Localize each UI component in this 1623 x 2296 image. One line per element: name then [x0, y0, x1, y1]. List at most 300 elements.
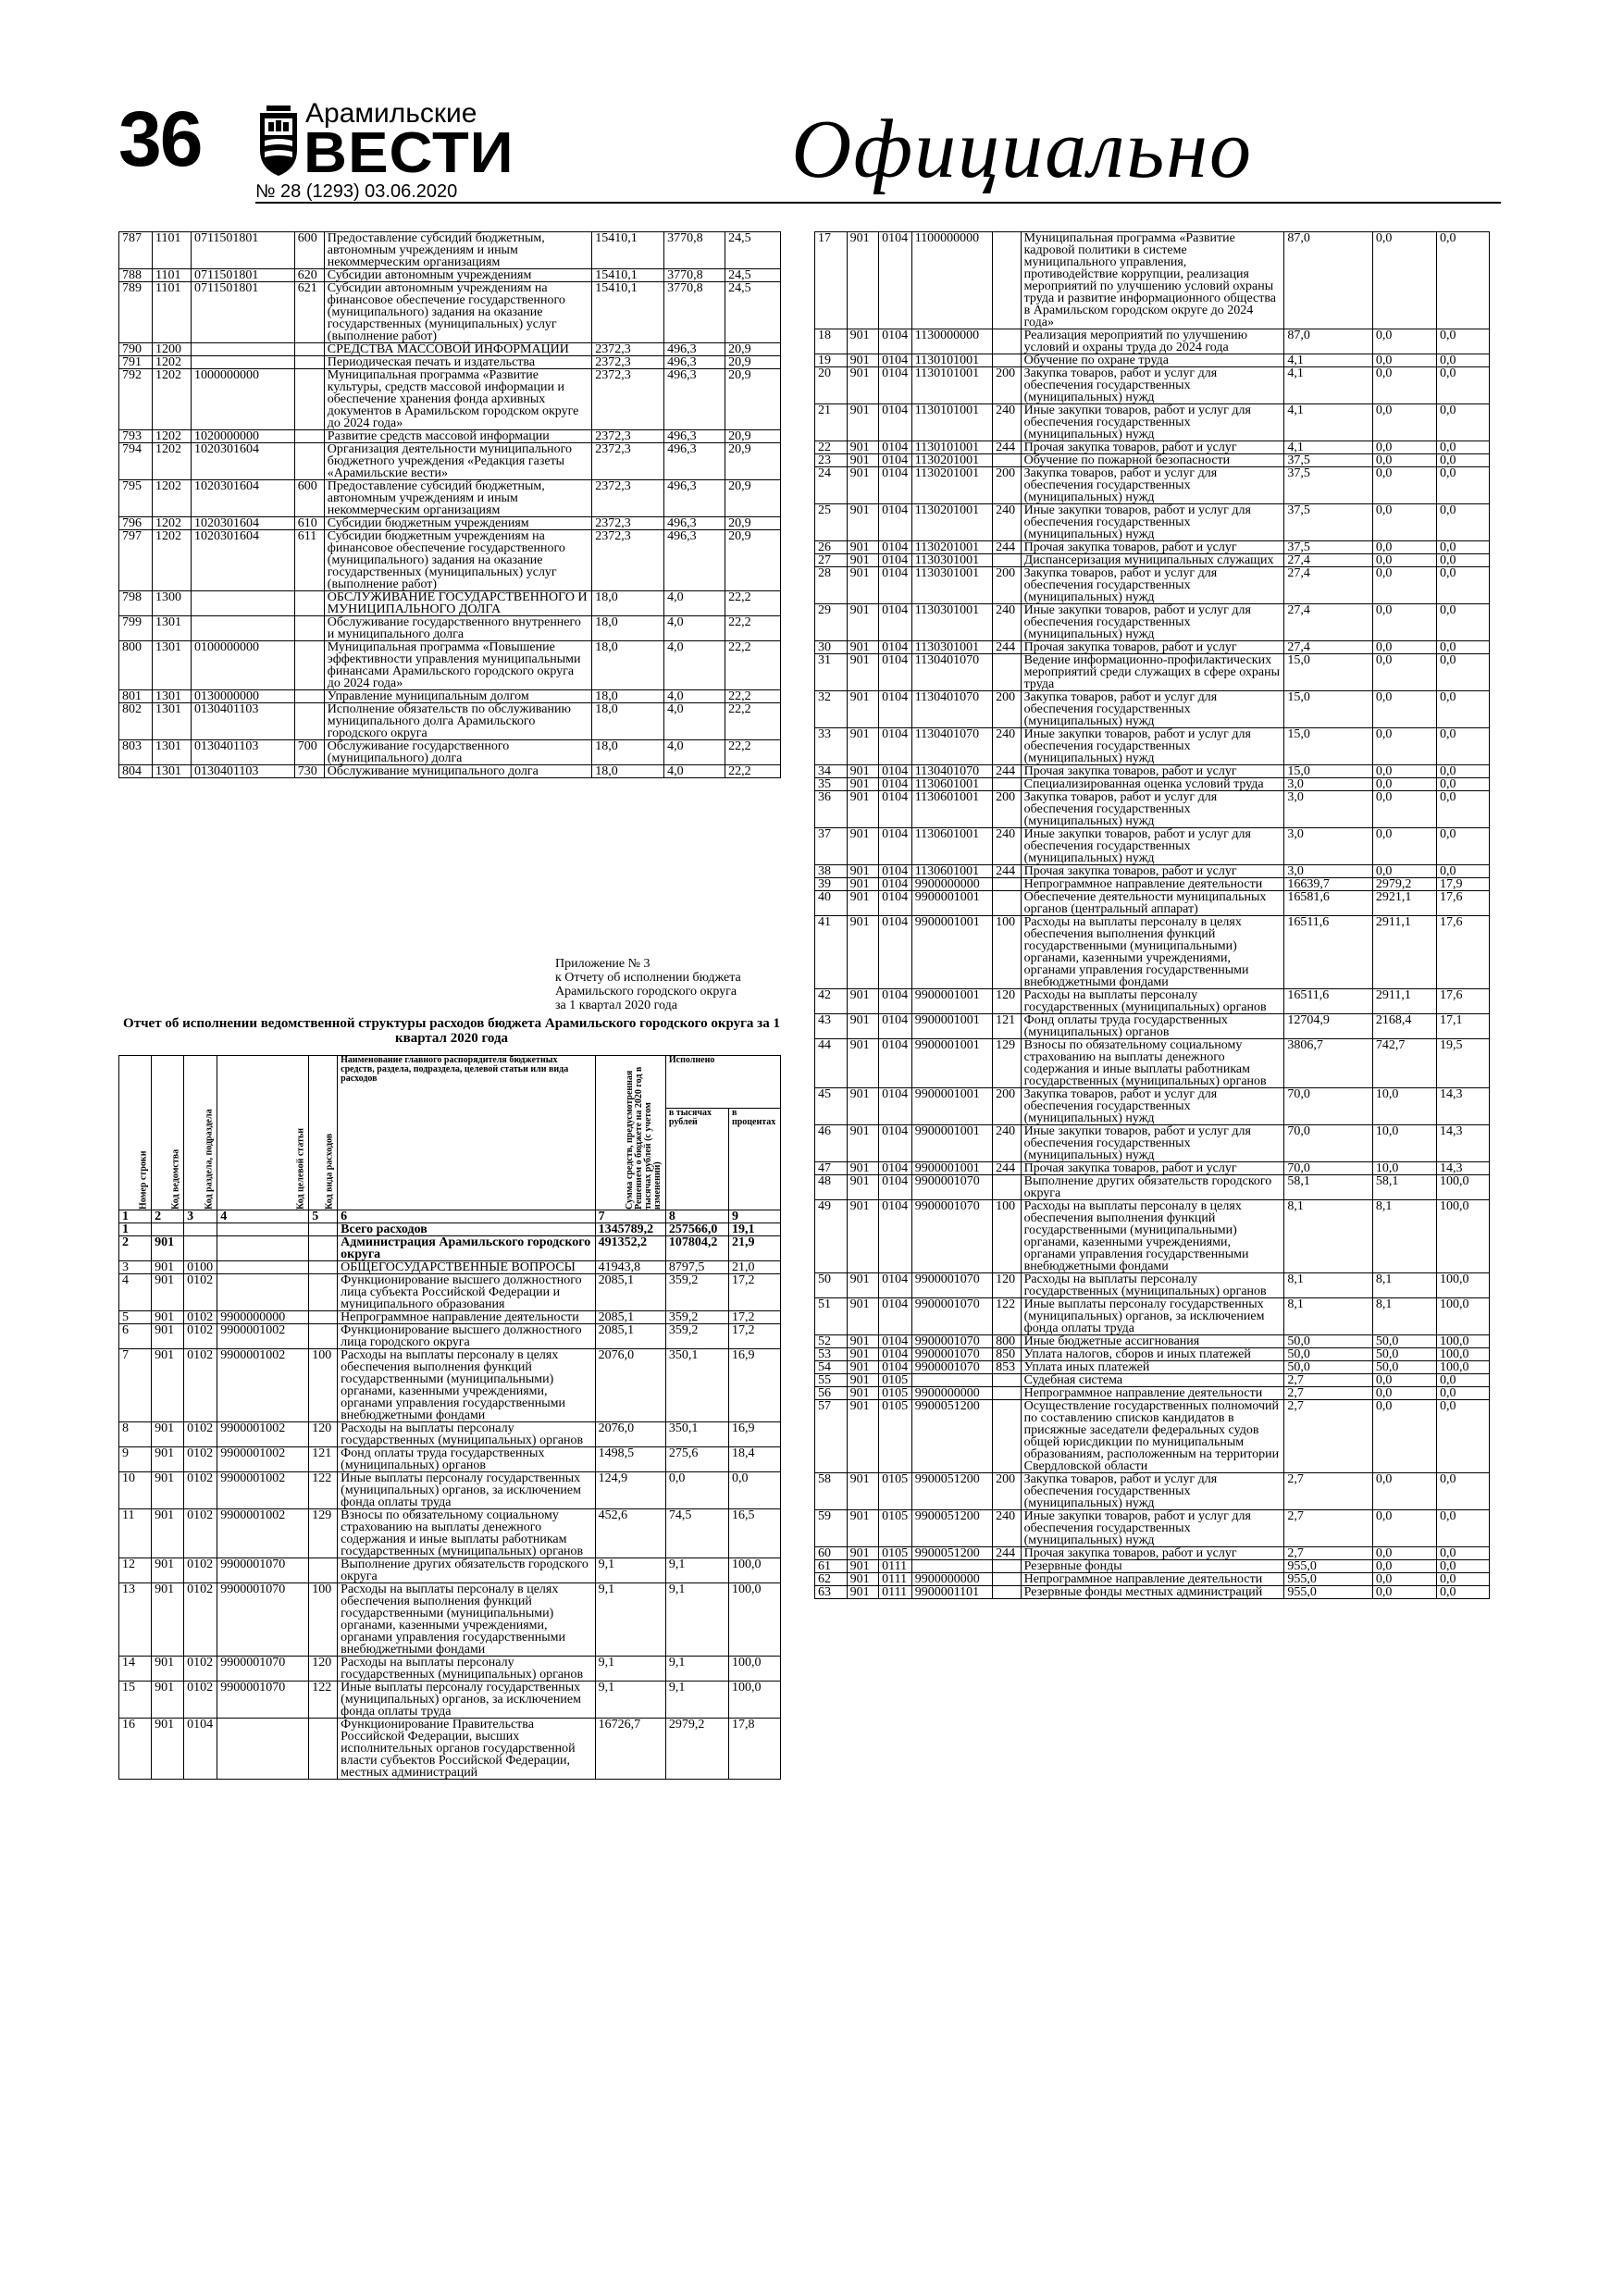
table-row: [119, 1719, 781, 1780]
table-cell: 901: [847, 916, 879, 989]
table-cell: 10: [119, 1472, 152, 1509]
table-cell: 244: [993, 441, 1022, 454]
table-row: [119, 1223, 781, 1236]
table-cell: 100: [993, 1200, 1022, 1273]
table-row: [815, 1573, 1490, 1586]
table-cell: 20,9: [725, 530, 781, 591]
table-cell: 1130101001: [911, 404, 992, 441]
table-cell: 100: [309, 1583, 338, 1657]
table-cell: 1301: [152, 740, 191, 765]
table-cell: 0,0: [1372, 778, 1436, 791]
table-cell: Иные закупки товаров, работ и услуг для обеспечения государственных (муниципальных) нужд: [1021, 1125, 1284, 1162]
table-cell: Обеспечение деятельности муниципальных органов (центральный аппарат): [1021, 891, 1284, 916]
table-cell: 1202: [152, 530, 191, 591]
table-cell: 120: [309, 1422, 338, 1447]
table-cell: Иные закупки товаров, работ и услуг для обеспечения государственных (муниципальных) нужд: [1021, 728, 1284, 765]
table-cell: Иные закупки товаров, работ и услуг для обеспечения государственных (муниципальных) нужд: [1021, 1510, 1284, 1547]
table-cell: 2,7: [1284, 1374, 1373, 1387]
table-cell: 9900001001: [911, 989, 992, 1014]
table-cell: 15,0: [1284, 765, 1373, 778]
table-cell: 9900001002: [217, 1472, 309, 1509]
column-header: Код ведомства: [152, 1056, 184, 1210]
table-cell: 1130401070: [911, 765, 992, 778]
table-cell: 17,1: [1437, 1014, 1490, 1039]
table-cell: 0102: [184, 1324, 217, 1349]
table-cell: 0,0: [1437, 1374, 1490, 1387]
table-cell: [309, 1719, 338, 1780]
table-cell: 1202: [152, 430, 191, 443]
table-cell: 22: [815, 441, 848, 454]
table-cell: 0104: [879, 1088, 912, 1125]
table-cell: Закупка товаров, работ и услуг для обеспечения государственных (муниципальных) нужд: [1021, 791, 1284, 828]
table-cell: 0,0: [1437, 791, 1490, 828]
table-cell: [309, 1324, 338, 1349]
table-cell: 901: [847, 1335, 879, 1348]
table-cell: 100,0: [1437, 1273, 1490, 1298]
table-cell: 9900001001: [911, 891, 992, 916]
table-cell: 1020000000: [191, 430, 294, 443]
table-cell: 9900001002: [217, 1447, 309, 1472]
table-cell: 850: [993, 1348, 1022, 1361]
table-row: [119, 616, 781, 641]
table-cell: 9900001070: [911, 1175, 992, 1200]
column-index: 6: [338, 1210, 595, 1223]
table-cell: [294, 430, 324, 443]
table-cell: Расходы на выплаты персоналу в целях обеспечения выполнения функций государственными (муниципальными) органами, казенными учреждениями, органами управления государственными внебюджетными фондами: [338, 1349, 595, 1422]
table-row: [815, 567, 1490, 604]
table-cell: 0,0: [1437, 367, 1490, 404]
table-cell: 107804,2: [665, 1236, 728, 1261]
table-cell: 122: [309, 1682, 338, 1719]
table-cell: 18,0: [592, 740, 664, 765]
table-cell: 901: [847, 541, 879, 554]
table-row: [815, 1586, 1490, 1599]
table-cell: 58: [815, 1473, 848, 1510]
table-cell: 0,0: [1437, 404, 1490, 441]
table-cell: Выполнение других обязательств городского округа: [1021, 1175, 1284, 1200]
table-cell: 700: [294, 740, 324, 765]
table-cell: 1130601001: [911, 865, 992, 878]
table-cell: 15410,1: [592, 269, 664, 282]
table-cell: 20,9: [725, 369, 781, 430]
table-cell: [309, 1311, 338, 1324]
table-cell: 16,5: [728, 1509, 780, 1558]
table-cell: 18,4: [728, 1447, 780, 1472]
table-cell: 901: [847, 1039, 879, 1088]
table-cell: 0,0: [1437, 1473, 1490, 1510]
table-cell: 496,3: [664, 517, 725, 530]
table-cell: 3806,7: [1284, 1039, 1373, 1088]
table-cell: 2,7: [1284, 1547, 1373, 1560]
table-row: [119, 232, 781, 269]
table-cell: 1130601001: [911, 791, 992, 828]
table-cell: 240: [993, 404, 1022, 441]
table-cell: 0102: [184, 1274, 217, 1311]
table-row: [815, 878, 1490, 891]
table-cell: 621: [294, 282, 324, 343]
table-cell: [217, 1236, 309, 1261]
table-cell: 2979,2: [1372, 878, 1436, 891]
table-row: [119, 765, 781, 778]
table-cell: 0104: [879, 828, 912, 865]
table-cell: 1130401070: [911, 654, 992, 691]
table-cell: 9900001002: [217, 1349, 309, 1422]
table-cell: [993, 654, 1022, 691]
table-cell: 100: [993, 916, 1022, 989]
table-cell: 100,0: [1437, 1335, 1490, 1348]
table-cell: 58,1: [1284, 1175, 1373, 1200]
table-cell: 0,0: [1372, 504, 1436, 541]
table-cell: 17,6: [1437, 916, 1490, 989]
table-cell: 3,0: [1284, 865, 1373, 878]
table-cell: [294, 443, 324, 480]
table-cell: 0104: [879, 541, 912, 554]
table-cell: 11: [119, 1509, 152, 1558]
table-cell: 28: [815, 567, 848, 604]
table-cell: [911, 1374, 992, 1387]
table-cell: Иные закупки товаров, работ и услуг для обеспечения государственных (муниципальных) нужд: [1021, 828, 1284, 865]
table-cell: 87,0: [1284, 232, 1373, 329]
table-cell: 1202: [152, 356, 191, 369]
table-cell: 9900001001: [911, 1162, 992, 1175]
table-cell: 901: [152, 1558, 184, 1583]
table-cell: Иные бюджетные ассигнования: [1021, 1335, 1284, 1348]
table-cell: 0,0: [1372, 828, 1436, 865]
table-cell: 121: [309, 1447, 338, 1472]
table-cell: 0,0: [1372, 1473, 1436, 1510]
table-cell: 20,9: [725, 343, 781, 356]
table-cell: 51: [815, 1298, 848, 1335]
table-cell: 0104: [879, 1298, 912, 1335]
table-row: [119, 1349, 781, 1422]
table-cell: Уплата налогов, сборов и иных платежей: [1021, 1348, 1284, 1361]
table-cell: [191, 343, 294, 356]
table-cell: 0104: [879, 404, 912, 441]
table-cell: 15,0: [1284, 691, 1373, 728]
table-cell: 35: [815, 778, 848, 791]
table-cell: 240: [993, 828, 1022, 865]
table-cell: 0111: [879, 1573, 912, 1586]
table-cell: 0104: [184, 1719, 217, 1780]
table-cell: 901: [847, 1348, 879, 1361]
table-cell: 1202: [152, 480, 191, 517]
table-cell: 0,0: [1437, 441, 1490, 454]
table-cell: 42: [815, 989, 848, 1014]
table-cell: 240: [993, 1125, 1022, 1162]
table-cell: 122: [993, 1298, 1022, 1335]
table-cell: 49: [815, 1200, 848, 1273]
table-cell: Предоставление субсидий бюджетным, автономным учреждениям и иным некоммерческим организациям: [324, 480, 591, 517]
table-continued-right: [814, 231, 1490, 1599]
table-cell: Организация деятельности муниципального бюджетного учреждения «Редакция газеты «Арамильские вести»: [324, 443, 591, 480]
table-cell: 901: [847, 1573, 879, 1586]
table-cell: 1130201001: [911, 454, 992, 467]
table-cell: 9900001070: [217, 1558, 309, 1583]
table-cell: 9900001070: [217, 1682, 309, 1719]
table-cell: [993, 1400, 1022, 1473]
table-cell: 0104: [879, 989, 912, 1014]
table-cell: 0104: [879, 765, 912, 778]
table-cell: 27,4: [1284, 567, 1373, 604]
table-row: [815, 1273, 1490, 1298]
table-cell: 0104: [879, 916, 912, 989]
table-row: [119, 269, 781, 282]
table-cell: 0,0: [1437, 329, 1490, 354]
table-cell: 43: [815, 1014, 848, 1039]
table-cell: 240: [993, 1510, 1022, 1547]
table-cell: 1130301001: [911, 554, 992, 567]
table-cell: 901: [847, 641, 879, 654]
table-cell: 803: [119, 740, 153, 765]
table-cell: 2372,3: [592, 430, 664, 443]
table-a-body: [119, 232, 781, 778]
table-cell: 9900001002: [217, 1422, 309, 1447]
table-cell: 788: [119, 269, 153, 282]
table-cell: 22,2: [725, 641, 781, 690]
table-cell: 359,2: [665, 1324, 728, 1349]
table-cell: 901: [847, 1387, 879, 1400]
table-cell: 0,0: [1437, 604, 1490, 641]
table-cell: 901: [847, 1162, 879, 1175]
table-cell: Непрограммное направление деятельности: [1021, 878, 1284, 891]
table-cell: 200: [993, 791, 1022, 828]
table-cell: 8,1: [1284, 1298, 1373, 1335]
table-cell: 15410,1: [592, 282, 664, 343]
table-cell: 27,4: [1284, 604, 1373, 641]
table-cell: 16511,6: [1284, 989, 1373, 1014]
column-header: Номер строки: [119, 1056, 152, 1210]
table-cell: 0,0: [1437, 1510, 1490, 1547]
table-row: [815, 891, 1490, 916]
table-cell: 1020301604: [191, 443, 294, 480]
table-row: [119, 591, 781, 616]
table-cell: 19: [815, 354, 848, 367]
table-cell: 18,0: [592, 703, 664, 740]
table-cell: 1020301604: [191, 517, 294, 530]
table-cell: 901: [847, 1298, 879, 1335]
table-cell: 12704,9: [1284, 1014, 1373, 1039]
table-cell: 0,0: [728, 1472, 780, 1509]
table-cell: 6: [119, 1324, 152, 1349]
table-cell: 901: [152, 1236, 184, 1261]
table-cell: 2085,1: [595, 1324, 665, 1349]
table-cell: 0,0: [1437, 1560, 1490, 1573]
table-cell: Осуществление государственных полномочий по составлению списков кандидатов в присяжные заседатели федеральных судов общей юрисдикции по муниципальным образованиям, расположенным на территории Свердловской области: [1021, 1400, 1284, 1473]
table-cell: 9,1: [595, 1583, 665, 1657]
table-cell: 0104: [879, 454, 912, 467]
table-cell: 0,0: [1437, 1573, 1490, 1586]
table-cell: 15: [119, 1682, 152, 1719]
table-cell: Расходы на выплаты персоналу в целях обеспечения выполнения функций государственными (муниципальными) органами, казенными учреждениями, органами управления государственными внебюджетными фондами: [1021, 1200, 1284, 1273]
table-cell: 800: [119, 641, 153, 690]
table-cell: 9,1: [665, 1558, 728, 1583]
table-cell: 0100: [184, 1261, 217, 1274]
table-cell: 802: [119, 703, 153, 740]
table-row: [119, 703, 781, 740]
table-cell: 0,0: [1437, 654, 1490, 691]
table-cell: 0130401103: [191, 740, 294, 765]
table-cell: 41: [815, 916, 848, 989]
table-cell: 3,0: [1284, 828, 1373, 865]
table-cell: 1130101001: [911, 367, 992, 404]
table-row: [815, 504, 1490, 541]
table-cell: 56: [815, 1387, 848, 1400]
table-cell: 17,9: [1437, 878, 1490, 891]
table-cell: Обслуживание государственного внутреннего и муниципального долга: [324, 616, 591, 641]
table-cell: 17,2: [728, 1311, 780, 1324]
table-cell: 496,3: [664, 369, 725, 430]
table-cell: 22,2: [725, 616, 781, 641]
table-cell: 901: [847, 567, 879, 604]
table-cell: 901: [847, 404, 879, 441]
table-cell: [993, 354, 1022, 367]
table-cell: 955,0: [1284, 1573, 1373, 1586]
table-cell: Администрация Арамильского городского округа: [338, 1236, 595, 1261]
table-cell: 0,0: [1372, 791, 1436, 828]
table-cell: 37,5: [1284, 454, 1373, 467]
table-cell: 901: [847, 728, 879, 765]
table-row: [119, 517, 781, 530]
table-cell: 0,0: [1437, 354, 1490, 367]
table-cell: 40: [815, 891, 848, 916]
table-cell: 901: [152, 1349, 184, 1422]
table-cell: [993, 1175, 1022, 1200]
table-row: [815, 604, 1490, 641]
table-cell: 9900001070: [217, 1583, 309, 1657]
table-row: [815, 1374, 1490, 1387]
table-cell: 901: [847, 1510, 879, 1547]
table-cell: 4,1: [1284, 367, 1373, 404]
table-cell: 496,3: [664, 443, 725, 480]
table-cell: Исполнение обязательств по обслуживанию муниципального долга Арамильского городского округа: [324, 703, 591, 740]
table-cell: 1130000000: [911, 329, 992, 354]
table-cell: Иные закупки товаров, работ и услуг для обеспечения государственных (муниципальных) нужд: [1021, 504, 1284, 541]
table-cell: 0104: [879, 1162, 912, 1175]
table-cell: Периодическая печать и издательства: [324, 356, 591, 369]
table-cell: [911, 1560, 992, 1573]
table-cell: [294, 369, 324, 430]
table-cell: 9900000000: [217, 1311, 309, 1324]
table-cell: 496,3: [664, 480, 725, 517]
table-cell: [309, 1236, 338, 1261]
table-cell: 61: [815, 1560, 848, 1573]
table-cell: 8,1: [1284, 1273, 1373, 1298]
table-cell: 33: [815, 728, 848, 765]
table-cell: 0104: [879, 504, 912, 541]
table-cell: Закупка товаров, работ и услуг для обеспечения государственных (муниципальных) нужд: [1021, 467, 1284, 504]
table-cell: 901: [847, 765, 879, 778]
table-cell: 901: [847, 1547, 879, 1560]
table-cell: 0105: [879, 1510, 912, 1547]
table-cell: 0,0: [1372, 728, 1436, 765]
table-cell: 4,1: [1284, 354, 1373, 367]
table-row: [815, 916, 1490, 989]
table-cell: 0104: [879, 865, 912, 878]
table-cell: 9900000000: [911, 878, 992, 891]
table-cell: 17,6: [1437, 891, 1490, 916]
table-cell: 0,0: [1372, 691, 1436, 728]
table-cell: 100: [309, 1349, 338, 1422]
table-cell: [152, 1223, 184, 1236]
table-cell: 100,0: [728, 1657, 780, 1682]
table-cell: 3770,8: [664, 282, 725, 343]
table-cell: 1: [119, 1223, 152, 1236]
table-cell: Прочая закупка товаров, работ и услуг: [1021, 1162, 1284, 1175]
table-row: [119, 1558, 781, 1583]
table-cell: 20,9: [725, 480, 781, 517]
table-cell: Прочая закупка товаров, работ и услуг: [1021, 865, 1284, 878]
column-header: Исполнено: [665, 1056, 780, 1109]
table-cell: [217, 1261, 309, 1274]
table-cell: 1000000000: [191, 369, 294, 430]
table-cell: 0,0: [1437, 691, 1490, 728]
table-cell: 41943,8: [595, 1261, 665, 1274]
column-index: 7: [595, 1210, 665, 1223]
table-row: [815, 654, 1490, 691]
table-cell: [993, 778, 1022, 791]
table-cell: 0,0: [1372, 604, 1436, 641]
table-row: [815, 791, 1490, 828]
table-cell: 0,0: [1372, 441, 1436, 454]
table-cell: 742,7: [1372, 1039, 1436, 1088]
table-cell: 9900001070: [911, 1298, 992, 1335]
table-cell: [191, 356, 294, 369]
table-cell: 39: [815, 878, 848, 891]
column-index: 8: [665, 1210, 728, 1223]
table-cell: 87,0: [1284, 329, 1373, 354]
table-cell: 52: [815, 1335, 848, 1348]
table-cell: 1300: [152, 591, 191, 616]
table-cell: 901: [847, 1125, 879, 1162]
table-cell: 16726,7: [595, 1719, 665, 1780]
table-cell: 22,2: [725, 765, 781, 778]
table-cell: 4,0: [664, 765, 725, 778]
table-cell: Обучение по охране труда: [1021, 354, 1284, 367]
table-cell: 2979,2: [665, 1719, 728, 1780]
table-cell: 853: [993, 1361, 1022, 1374]
table-cell: 25: [815, 504, 848, 541]
table-cell: 0104: [879, 654, 912, 691]
table-cell: Всего расходов: [338, 1223, 595, 1236]
table-cell: 0104: [879, 367, 912, 404]
table-cell: 23: [815, 454, 848, 467]
table-cell: Резервные фонды местных администраций: [1021, 1586, 1284, 1599]
table-cell: [191, 616, 294, 641]
table-cell: 100,0: [1437, 1200, 1490, 1273]
table-cell: 955,0: [1284, 1586, 1373, 1599]
table-cell: [993, 329, 1022, 354]
table-row: [119, 480, 781, 517]
table-cell: 21,9: [728, 1236, 780, 1261]
table-cell: 124,9: [595, 1472, 665, 1509]
table-cell: Муниципальная программа «Развитие культуры, средств массовой информации и обеспечение хранения фонда архивных документов в Арамильском городском округе до 2024 года»: [324, 369, 591, 430]
table-cell: 9,1: [595, 1682, 665, 1719]
table-cell: 0,0: [1437, 541, 1490, 554]
table-cell: 800: [993, 1335, 1022, 1348]
table-cell: 9900001001: [911, 1125, 992, 1162]
table-cell: 901: [847, 654, 879, 691]
table-cell: 9900001070: [911, 1200, 992, 1273]
table-row: [815, 404, 1490, 441]
table-cell: 4,0: [664, 690, 725, 703]
table-cell: 901: [152, 1583, 184, 1657]
table-cell: 9: [119, 1447, 152, 1472]
table-cell: 21: [815, 404, 848, 441]
table-cell: 0102: [184, 1311, 217, 1324]
table-cell: 14,3: [1437, 1162, 1490, 1175]
table-row: [119, 1422, 781, 1447]
table-cell: Субсидии автономным учреждениям: [324, 269, 591, 282]
